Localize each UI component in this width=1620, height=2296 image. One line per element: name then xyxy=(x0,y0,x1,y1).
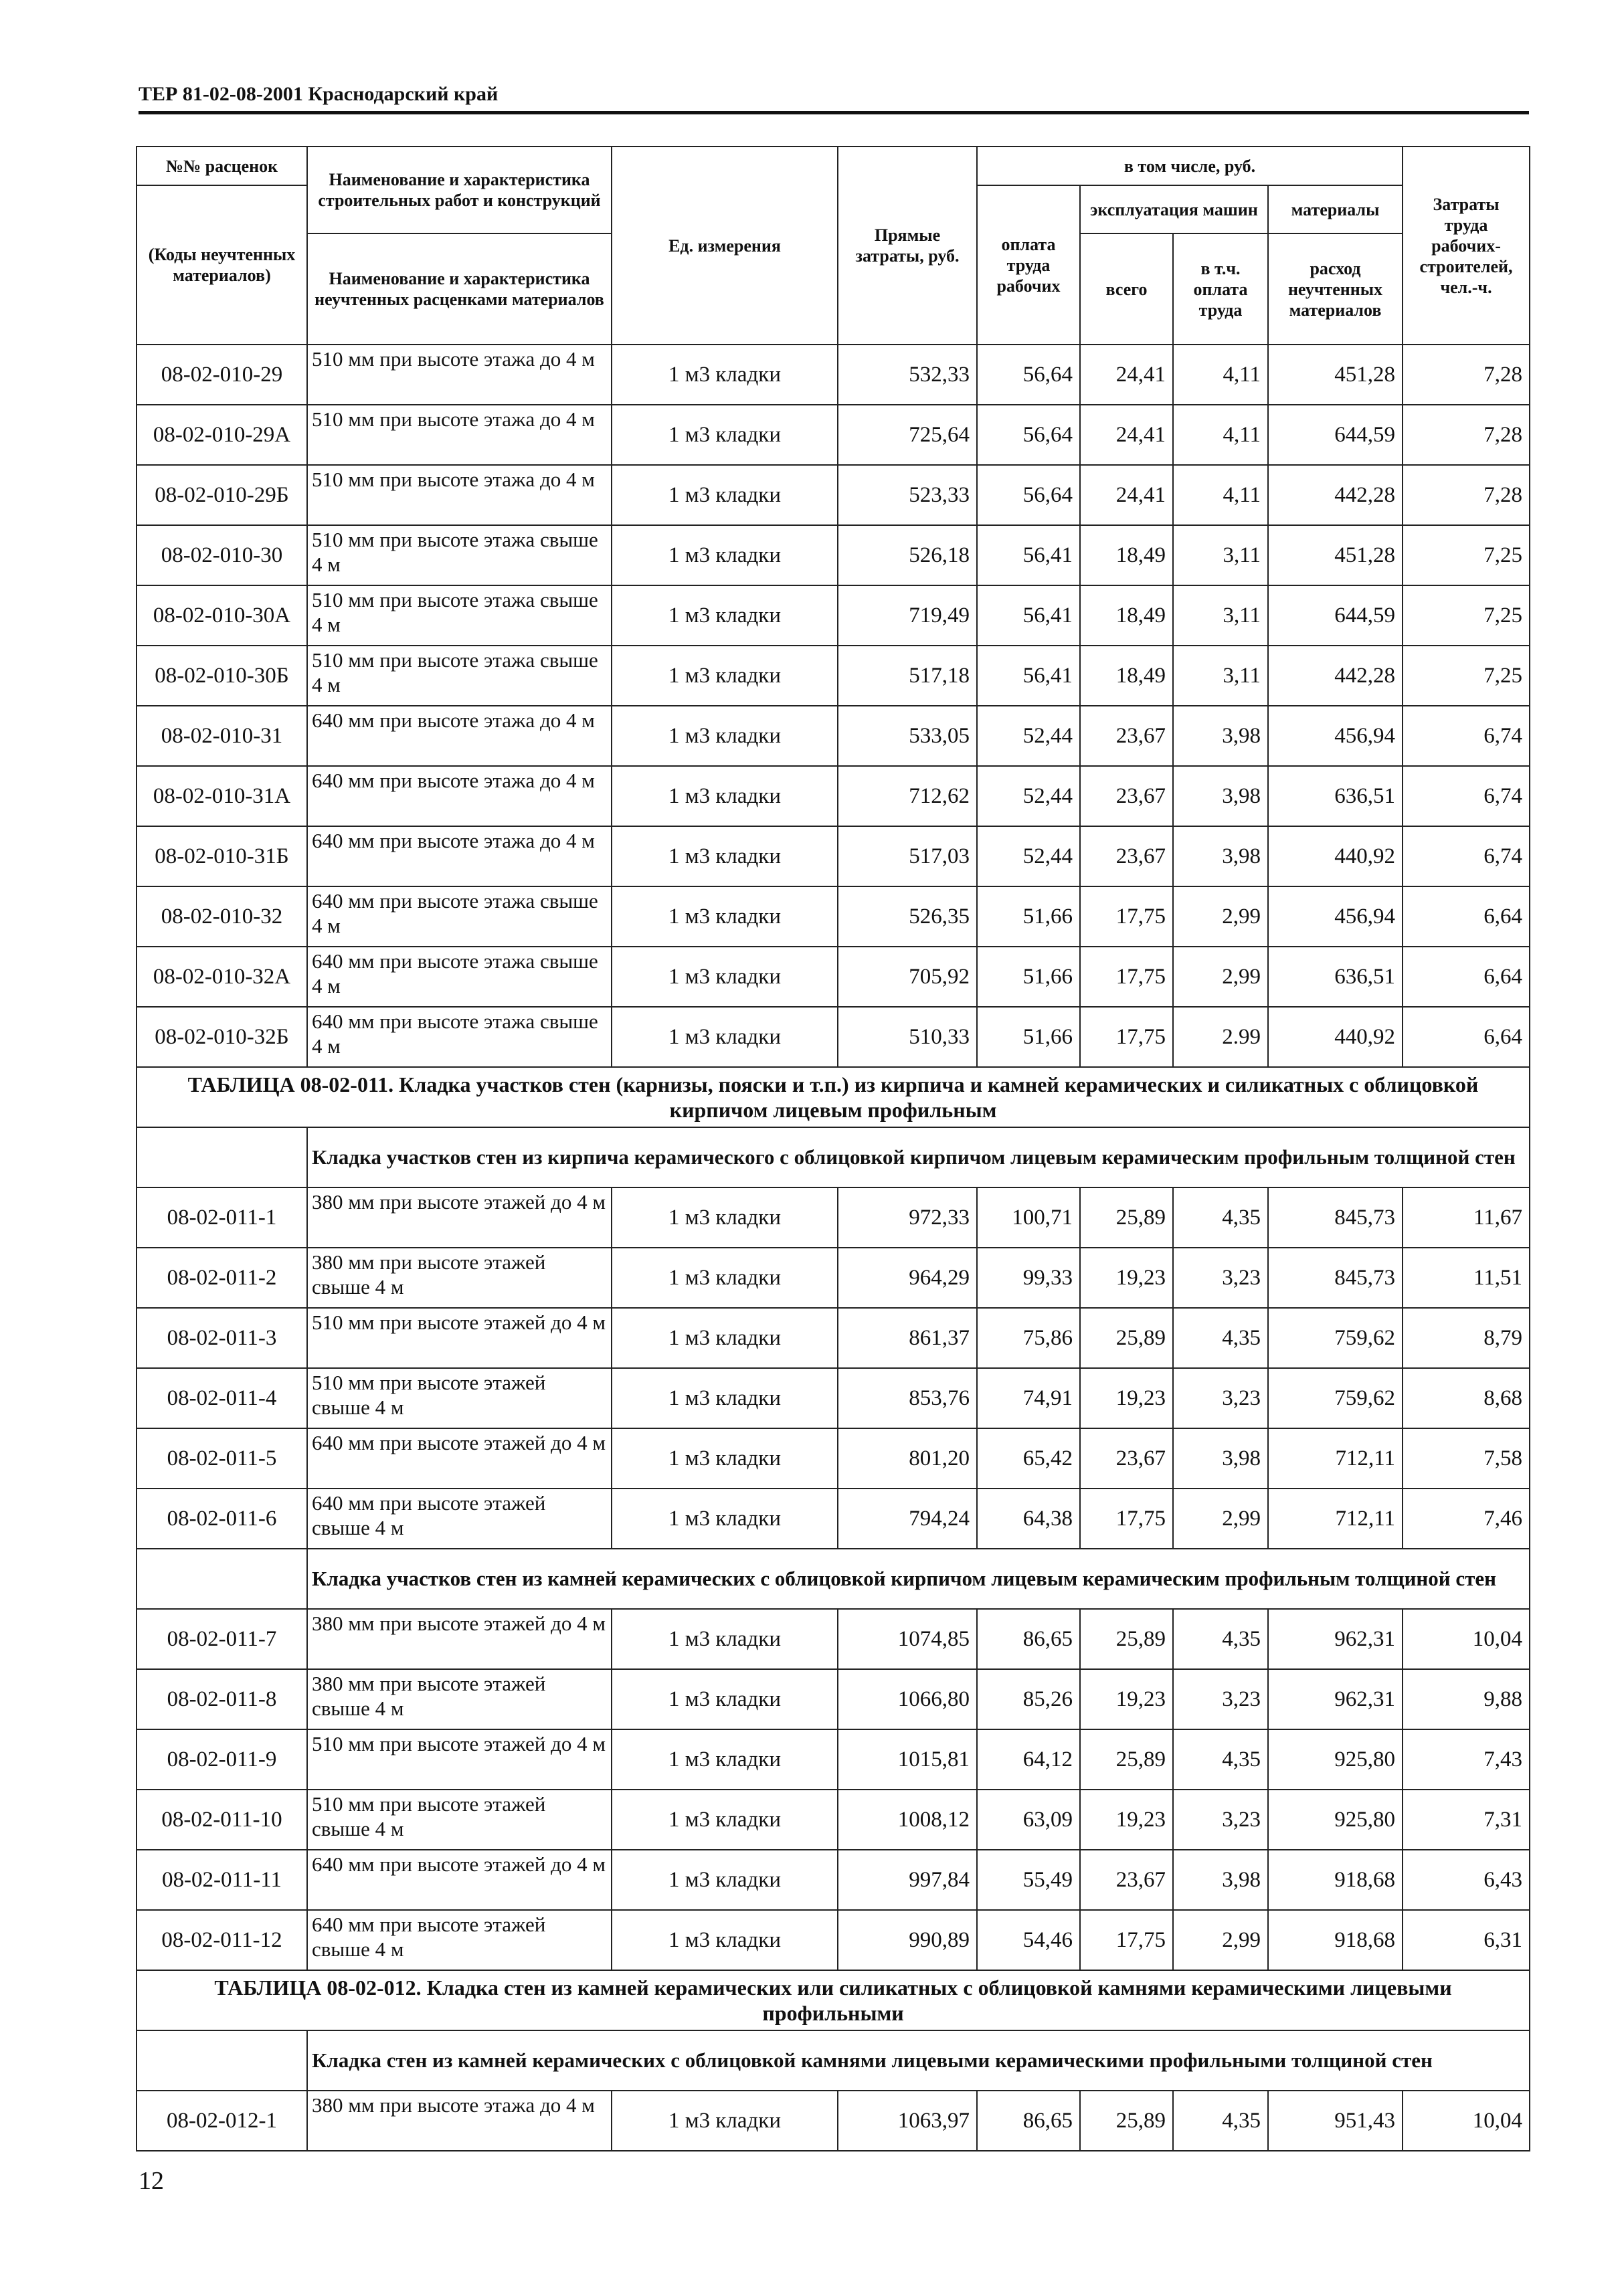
rate-unit: 1 м3 кладки xyxy=(612,1729,838,1790)
rate-machines-total: 18,49 xyxy=(1080,525,1173,585)
rate-direct-cost: 964,29 xyxy=(838,1248,977,1308)
rate-wage: 64,12 xyxy=(977,1729,1080,1790)
rate-name: 640 мм при высоте этажей свыше 4 м xyxy=(307,1910,612,1970)
rate-code: 08-02-011-4 xyxy=(137,1368,307,1428)
rate-code: 08-02-010-32А xyxy=(137,947,307,1007)
group-heading-row xyxy=(137,1127,1530,1187)
group-heading-code-cell xyxy=(137,1127,307,1187)
rate-machines-wage: 3,11 xyxy=(1173,525,1268,585)
col-materials-header: материалы xyxy=(1268,185,1403,233)
col-name-sub-header: Наименование и характеристика неучтенных расценками материалов xyxy=(307,233,612,345)
rate-code: 08-02-010-32Б xyxy=(137,1007,307,1067)
rate-name: 510 мм при высоте этажа свыше 4 м xyxy=(307,646,612,706)
rate-materials: 451,28 xyxy=(1268,345,1403,405)
rate-machines-wage: 3,23 xyxy=(1173,1790,1268,1850)
rate-materials: 451,28 xyxy=(1268,525,1403,585)
rate-direct-cost: 1066,80 xyxy=(838,1669,977,1729)
rate-code: 08-02-011-12 xyxy=(137,1910,307,1970)
rate-direct-cost: 801,20 xyxy=(838,1428,977,1489)
rate-code: 08-02-010-30 xyxy=(137,525,307,585)
rate-direct-cost: 532,33 xyxy=(838,345,977,405)
rate-materials: 925,80 xyxy=(1268,1729,1403,1790)
rate-wage: 52,44 xyxy=(977,766,1080,826)
rate-machines-wage: 4,11 xyxy=(1173,345,1268,405)
rate-name: 510 мм при высоте этажа до 4 м xyxy=(307,405,612,465)
rate-machines-total: 19,23 xyxy=(1080,1790,1173,1850)
rate-materials: 845,73 xyxy=(1268,1187,1403,1248)
rate-name: 510 мм при высоте этажей свыше 4 м xyxy=(307,1368,612,1428)
rate-labor: 7,25 xyxy=(1403,525,1530,585)
rate-unit: 1 м3 кладки xyxy=(612,525,838,585)
rate-wage: 74,91 xyxy=(977,1368,1080,1428)
rate-machines-total: 18,49 xyxy=(1080,646,1173,706)
rate-name: 640 мм при высоте этажа до 4 м xyxy=(307,766,612,826)
table-row xyxy=(137,405,1530,465)
rate-wage: 86,65 xyxy=(977,1609,1080,1669)
rate-code: 08-02-010-30Б xyxy=(137,646,307,706)
table-row xyxy=(137,1790,1530,1850)
rate-unit: 1 м3 кладки xyxy=(612,886,838,947)
rate-direct-cost: 719,49 xyxy=(838,585,977,646)
rate-unit: 1 м3 кладки xyxy=(612,1609,838,1669)
table-row xyxy=(137,1489,1530,1549)
rate-machines-wage: 4,35 xyxy=(1173,1729,1268,1790)
rate-machines-wage: 3,98 xyxy=(1173,826,1268,886)
rate-labor: 11,67 xyxy=(1403,1187,1530,1248)
group-heading: Кладка участков стен из камней керамических с облицовкой кирпичом лицевым керамическим профильным толщиной стен xyxy=(307,1549,1530,1609)
rate-unit: 1 м3 кладки xyxy=(612,345,838,405)
rate-machines-total: 19,23 xyxy=(1080,1368,1173,1428)
rate-direct-cost: 526,18 xyxy=(838,525,977,585)
rate-name: 640 мм при высоте этажа свыше 4 м xyxy=(307,1007,612,1067)
rate-code: 08-02-010-29 xyxy=(137,345,307,405)
table-row xyxy=(137,826,1530,886)
rate-code: 08-02-010-30А xyxy=(137,585,307,646)
rate-unit: 1 м3 кладки xyxy=(612,1248,838,1308)
rate-unit: 1 м3 кладки xyxy=(612,2091,838,2151)
rate-code: 08-02-011-1 xyxy=(137,1187,307,1248)
rate-machines-wage: 4,11 xyxy=(1173,405,1268,465)
table-row xyxy=(137,1850,1530,1910)
rate-labor: 10,04 xyxy=(1403,2091,1530,2151)
rate-name: 640 мм при высоте этажа свыше 4 м xyxy=(307,886,612,947)
table-row xyxy=(137,1308,1530,1368)
rate-code: 08-02-011-10 xyxy=(137,1790,307,1850)
rates-table xyxy=(136,146,1530,2151)
rate-name: 510 мм при высоте этажа до 4 м xyxy=(307,345,612,405)
table-caption-row xyxy=(137,1067,1530,1127)
rate-machines-wage: 4,35 xyxy=(1173,1308,1268,1368)
rate-code: 08-02-011-11 xyxy=(137,1850,307,1910)
rate-name: 380 мм при высоте этажей до 4 м xyxy=(307,1187,612,1248)
rate-machines-wage: 2.99 xyxy=(1173,1007,1268,1067)
rate-labor: 7,28 xyxy=(1403,345,1530,405)
col-incl-header: в том числе, руб. xyxy=(977,147,1403,185)
rate-code: 08-02-011-9 xyxy=(137,1729,307,1790)
rate-machines-total: 17,75 xyxy=(1080,947,1173,1007)
rate-machines-total: 17,75 xyxy=(1080,1489,1173,1549)
rate-unit: 1 м3 кладки xyxy=(612,1790,838,1850)
rate-labor: 6,74 xyxy=(1403,706,1530,766)
page-header: ТЕР 81-02-08-2001 Краснодарский край xyxy=(139,83,499,105)
rate-direct-cost: 972,33 xyxy=(838,1187,977,1248)
rate-name: 380 мм при высоте этажей свыше 4 м xyxy=(307,1669,612,1729)
rate-name: 640 мм при высоте этажей до 4 м xyxy=(307,1428,612,1489)
rate-unit: 1 м3 кладки xyxy=(612,1007,838,1067)
col-materials-sub-header: расход неучтенных материалов xyxy=(1268,233,1403,345)
table-row xyxy=(137,1248,1530,1308)
rate-labor: 7,58 xyxy=(1403,1428,1530,1489)
rate-machines-wage: 2,99 xyxy=(1173,947,1268,1007)
rate-wage: 51,66 xyxy=(977,947,1080,1007)
rate-wage: 56,41 xyxy=(977,646,1080,706)
rate-code: 08-02-010-31Б xyxy=(137,826,307,886)
rate-machines-total: 18,49 xyxy=(1080,585,1173,646)
rate-unit: 1 м3 кладки xyxy=(612,1669,838,1729)
rate-direct-cost: 725,64 xyxy=(838,405,977,465)
rate-unit: 1 м3 кладки xyxy=(612,1489,838,1549)
rate-machines-wage: 3,23 xyxy=(1173,1248,1268,1308)
rate-machines-wage: 3,98 xyxy=(1173,1850,1268,1910)
rate-labor: 6,64 xyxy=(1403,886,1530,947)
rate-labor: 8,79 xyxy=(1403,1308,1530,1368)
rate-materials: 918,68 xyxy=(1268,1850,1403,1910)
rate-machines-wage: 3,98 xyxy=(1173,706,1268,766)
rate-unit: 1 м3 кладки xyxy=(612,1910,838,1970)
rate-wage: 75,86 xyxy=(977,1308,1080,1368)
rate-labor: 6,74 xyxy=(1403,826,1530,886)
rate-direct-cost: 526,35 xyxy=(838,886,977,947)
rate-unit: 1 м3 кладки xyxy=(612,826,838,886)
rate-machines-total: 24,41 xyxy=(1080,405,1173,465)
rate-materials: 951,43 xyxy=(1268,2091,1403,2151)
rate-name: 640 мм при высоте этажей до 4 м xyxy=(307,1850,612,1910)
rate-code: 08-02-011-6 xyxy=(137,1489,307,1549)
table-row xyxy=(137,2091,1530,2151)
table-row xyxy=(137,1910,1530,1970)
rate-code: 08-02-010-29А xyxy=(137,405,307,465)
rate-wage: 51,66 xyxy=(977,886,1080,947)
rate-machines-total: 23,67 xyxy=(1080,826,1173,886)
rate-unit: 1 м3 кладки xyxy=(612,465,838,525)
rate-materials: 636,51 xyxy=(1268,766,1403,826)
table-row xyxy=(137,646,1530,706)
rate-labor: 10,04 xyxy=(1403,1609,1530,1669)
rate-unit: 1 м3 кладки xyxy=(612,706,838,766)
rate-machines-wage: 4,11 xyxy=(1173,465,1268,525)
rate-machines-total: 23,67 xyxy=(1080,766,1173,826)
rate-unit: 1 м3 кладки xyxy=(612,1187,838,1248)
group-heading: Кладка стен из камней керамических с облицовкой камнями лицевыми керамическими профильными толщиной стен xyxy=(307,2030,1530,2091)
col-labor-header: Затраты труда рабочих-строителей, чел.-ч. xyxy=(1403,147,1530,345)
col-wage-header: оплата труда рабочих xyxy=(977,185,1080,345)
table-row xyxy=(137,766,1530,826)
rate-labor: 7,43 xyxy=(1403,1729,1530,1790)
rate-labor: 7,46 xyxy=(1403,1489,1530,1549)
rate-direct-cost: 510,33 xyxy=(838,1007,977,1067)
table-row xyxy=(137,1007,1530,1067)
rate-materials: 456,94 xyxy=(1268,706,1403,766)
rate-labor: 6,43 xyxy=(1403,1850,1530,1910)
rate-unit: 1 м3 кладки xyxy=(612,1428,838,1489)
rate-code: 08-02-011-7 xyxy=(137,1609,307,1669)
rate-labor: 7,28 xyxy=(1403,405,1530,465)
rate-unit: 1 м3 кладки xyxy=(612,766,838,826)
rate-name: 510 мм при высоте этажа свыше 4 м xyxy=(307,525,612,585)
table-row xyxy=(137,1187,1530,1248)
rate-direct-cost: 1015,81 xyxy=(838,1729,977,1790)
header-rule xyxy=(139,111,1529,114)
rate-machines-wage: 3,98 xyxy=(1173,766,1268,826)
rate-materials: 962,31 xyxy=(1268,1669,1403,1729)
table-caption: ТАБЛИЦА 08-02-011. Кладка участков стен (карнизы, пояски и т.п.) из кирпича и камней керамических и силикатных с облицовкой кирпичом лицевым профильным xyxy=(137,1067,1530,1127)
rate-direct-cost: 705,92 xyxy=(838,947,977,1007)
rate-wage: 55,49 xyxy=(977,1850,1080,1910)
rate-direct-cost: 997,84 xyxy=(838,1850,977,1910)
rate-labor: 6,74 xyxy=(1403,766,1530,826)
group-heading-code-cell xyxy=(137,1549,307,1609)
rate-unit: 1 м3 кладки xyxy=(612,1308,838,1368)
rate-materials: 845,73 xyxy=(1268,1248,1403,1308)
rate-labor: 11,51 xyxy=(1403,1248,1530,1308)
rate-machines-wage: 2,99 xyxy=(1173,886,1268,947)
rate-wage: 99,33 xyxy=(977,1248,1080,1308)
rate-direct-cost: 794,24 xyxy=(838,1489,977,1549)
rate-name: 510 мм при высоте этажей до 4 м xyxy=(307,1308,612,1368)
rate-labor: 7,25 xyxy=(1403,646,1530,706)
rate-name: 510 мм при высоте этажей до 4 м xyxy=(307,1729,612,1790)
table-row xyxy=(137,1669,1530,1729)
rate-machines-wage: 4,35 xyxy=(1173,1609,1268,1669)
rate-machines-wage: 2,99 xyxy=(1173,1489,1268,1549)
col-machines-header: эксплуатация машин xyxy=(1080,185,1268,233)
rate-materials: 918,68 xyxy=(1268,1910,1403,1970)
table-row xyxy=(137,1368,1530,1428)
rate-name: 640 мм при высоте этажа свыше 4 м xyxy=(307,947,612,1007)
rate-machines-wage: 4,35 xyxy=(1173,1187,1268,1248)
table-caption: ТАБЛИЦА 08-02-012. Кладка стен из камней керамических или силикатных с облицовкой камнями керамическими лицевыми профильными xyxy=(137,1970,1530,2030)
rate-machines-total: 25,89 xyxy=(1080,2091,1173,2151)
rate-machines-total: 23,67 xyxy=(1080,1850,1173,1910)
rate-name: 510 мм при высоте этажей свыше 4 м xyxy=(307,1790,612,1850)
rate-name: 380 мм при высоте этажей до 4 м xyxy=(307,1609,612,1669)
rate-unit: 1 м3 кладки xyxy=(612,646,838,706)
rate-unit: 1 м3 кладки xyxy=(612,585,838,646)
table-caption-row xyxy=(137,1970,1530,2030)
rate-wage: 100,71 xyxy=(977,1187,1080,1248)
rate-wage: 52,44 xyxy=(977,706,1080,766)
rate-materials: 644,59 xyxy=(1268,405,1403,465)
table-row xyxy=(137,947,1530,1007)
rate-name: 380 мм при высоте этажей свыше 4 м xyxy=(307,1248,612,1308)
rate-labor: 7,28 xyxy=(1403,465,1530,525)
rate-direct-cost: 533,05 xyxy=(838,706,977,766)
col-mach-total-header: всего xyxy=(1080,233,1173,345)
rate-wage: 56,41 xyxy=(977,585,1080,646)
rate-wage: 64,38 xyxy=(977,1489,1080,1549)
rate-name: 640 мм при высоте этажа до 4 м xyxy=(307,826,612,886)
rate-labor: 8,68 xyxy=(1403,1368,1530,1428)
table-row xyxy=(137,585,1530,646)
rate-wage: 63,09 xyxy=(977,1790,1080,1850)
rate-labor: 6,64 xyxy=(1403,947,1530,1007)
rate-materials: 925,80 xyxy=(1268,1790,1403,1850)
col-direct-header: Прямые затраты, руб. xyxy=(838,147,977,345)
rate-machines-wage: 3,11 xyxy=(1173,646,1268,706)
rate-machines-wage: 2,99 xyxy=(1173,1910,1268,1970)
rate-wage: 52,44 xyxy=(977,826,1080,886)
rate-unit: 1 м3 кладки xyxy=(612,405,838,465)
col-code-header: №№ расценок xyxy=(137,147,307,185)
col-code-sub-header: (Коды неучтенных материалов) xyxy=(137,185,307,345)
rate-wage: 56,64 xyxy=(977,345,1080,405)
rate-machines-total: 17,75 xyxy=(1080,1007,1173,1067)
rate-wage: 56,64 xyxy=(977,465,1080,525)
rate-wage: 85,26 xyxy=(977,1669,1080,1729)
rate-machines-wage: 3,23 xyxy=(1173,1368,1268,1428)
rate-direct-cost: 517,18 xyxy=(838,646,977,706)
group-heading: Кладка участков стен из кирпича керамического с облицовкой кирпичом лицевым керамическим профильным толщиной стен xyxy=(307,1127,1530,1187)
rate-direct-cost: 712,62 xyxy=(838,766,977,826)
rate-name: 510 мм при высоте этажа свыше 4 м xyxy=(307,585,612,646)
rate-wage: 54,46 xyxy=(977,1910,1080,1970)
rate-machines-total: 25,89 xyxy=(1080,1308,1173,1368)
rate-direct-cost: 1063,97 xyxy=(838,2091,977,2151)
rate-materials: 759,62 xyxy=(1268,1368,1403,1428)
rate-code: 08-02-010-29Б xyxy=(137,465,307,525)
rate-code: 08-02-012-1 xyxy=(137,2091,307,2151)
rate-materials: 962,31 xyxy=(1268,1609,1403,1669)
group-heading-row xyxy=(137,1549,1530,1609)
rate-materials: 442,28 xyxy=(1268,646,1403,706)
rate-materials: 636,51 xyxy=(1268,947,1403,1007)
rate-materials: 759,62 xyxy=(1268,1308,1403,1368)
rate-labor: 6,64 xyxy=(1403,1007,1530,1067)
rate-unit: 1 м3 кладки xyxy=(612,1368,838,1428)
rate-code: 08-02-011-3 xyxy=(137,1308,307,1368)
rate-direct-cost: 517,03 xyxy=(838,826,977,886)
rate-unit: 1 м3 кладки xyxy=(612,1850,838,1910)
rate-name: 380 мм при высоте этажа до 4 м xyxy=(307,2091,612,2151)
col-mach-wage-header: в т.ч. оплата труда xyxy=(1173,233,1268,345)
table-body xyxy=(137,345,1530,2151)
rate-wage: 56,41 xyxy=(977,525,1080,585)
table-row xyxy=(137,345,1530,405)
table-row xyxy=(137,706,1530,766)
rate-materials: 442,28 xyxy=(1268,465,1403,525)
col-unit-header: Ед. измерения xyxy=(612,147,838,345)
table-row xyxy=(137,1729,1530,1790)
rate-machines-total: 25,89 xyxy=(1080,1609,1173,1669)
rate-unit: 1 м3 кладки xyxy=(612,947,838,1007)
rate-code: 08-02-010-31 xyxy=(137,706,307,766)
rate-name: 640 мм при высоте этажа до 4 м xyxy=(307,706,612,766)
rate-machines-total: 25,89 xyxy=(1080,1729,1173,1790)
rate-machines-wage: 3,23 xyxy=(1173,1669,1268,1729)
rate-name: 510 мм при высоте этажа до 4 м xyxy=(307,465,612,525)
rate-code: 08-02-011-8 xyxy=(137,1669,307,1729)
rate-code: 08-02-010-31А xyxy=(137,766,307,826)
page-number: 12 xyxy=(139,2167,164,2195)
rate-direct-cost: 523,33 xyxy=(838,465,977,525)
rate-code: 08-02-011-5 xyxy=(137,1428,307,1489)
table-row xyxy=(137,886,1530,947)
table-row xyxy=(137,525,1530,585)
rate-materials: 644,59 xyxy=(1268,585,1403,646)
rate-materials: 712,11 xyxy=(1268,1489,1403,1549)
rate-wage: 86,65 xyxy=(977,2091,1080,2151)
rate-labor: 7,31 xyxy=(1403,1790,1530,1850)
rate-wage: 51,66 xyxy=(977,1007,1080,1067)
group-heading-row xyxy=(137,2030,1530,2091)
rate-machines-total: 23,67 xyxy=(1080,706,1173,766)
table-row xyxy=(137,1428,1530,1489)
rate-direct-cost: 853,76 xyxy=(838,1368,977,1428)
rate-direct-cost: 1074,85 xyxy=(838,1609,977,1669)
rate-machines-total: 19,23 xyxy=(1080,1248,1173,1308)
rate-wage: 56,64 xyxy=(977,405,1080,465)
rate-machines-total: 17,75 xyxy=(1080,886,1173,947)
rate-code: 08-02-010-32 xyxy=(137,886,307,947)
rate-materials: 456,94 xyxy=(1268,886,1403,947)
rate-machines-total: 17,75 xyxy=(1080,1910,1173,1970)
rate-materials: 440,92 xyxy=(1268,826,1403,886)
rate-machines-total: 25,89 xyxy=(1080,1187,1173,1248)
rate-wage: 65,42 xyxy=(977,1428,1080,1489)
rate-machines-wage: 4,35 xyxy=(1173,2091,1268,2151)
rate-machines-wage: 3,98 xyxy=(1173,1428,1268,1489)
rate-machines-total: 24,41 xyxy=(1080,465,1173,525)
rate-direct-cost: 1008,12 xyxy=(838,1790,977,1850)
rate-machines-wage: 3,11 xyxy=(1173,585,1268,646)
rate-labor: 6,31 xyxy=(1403,1910,1530,1970)
group-heading-code-cell xyxy=(137,2030,307,2091)
rate-materials: 712,11 xyxy=(1268,1428,1403,1489)
rate-machines-total: 24,41 xyxy=(1080,345,1173,405)
table-row xyxy=(137,465,1530,525)
col-name-header: Наименование и характеристика строительных работ и конструкций xyxy=(307,147,612,233)
rate-machines-total: 23,67 xyxy=(1080,1428,1173,1489)
table-row xyxy=(137,1609,1530,1669)
rate-labor: 7,25 xyxy=(1403,585,1530,646)
rate-labor: 9,88 xyxy=(1403,1669,1530,1729)
rate-direct-cost: 861,37 xyxy=(838,1308,977,1368)
rate-direct-cost: 990,89 xyxy=(838,1910,977,1970)
rate-code: 08-02-011-2 xyxy=(137,1248,307,1308)
rate-machines-total: 19,23 xyxy=(1080,1669,1173,1729)
rate-name: 640 мм при высоте этажей свыше 4 м xyxy=(307,1489,612,1549)
rate-materials: 440,92 xyxy=(1268,1007,1403,1067)
